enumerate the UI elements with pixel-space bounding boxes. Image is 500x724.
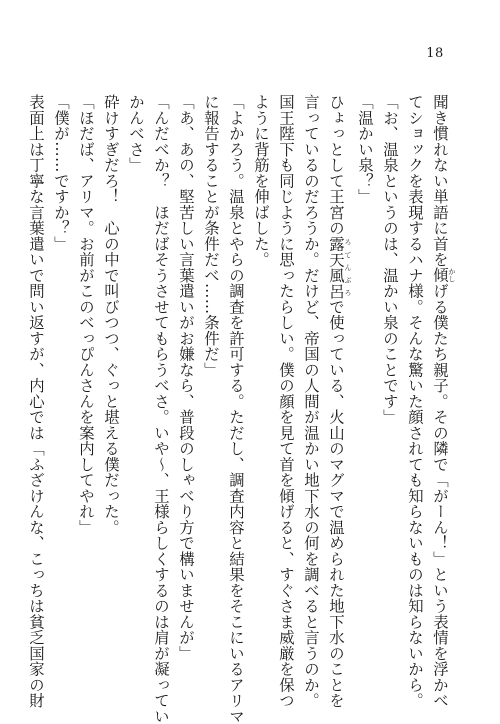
text-line-5: ひょっとして王宮の露天風呂 ろてんぶろで使っている、火山のマグマで温められた地下水のことを (327, 94, 352, 709)
text-line-4: 「温かい泉？」 (356, 94, 374, 205)
text-line-13: かんべさ」 (127, 94, 145, 173)
page-number: 18 (426, 46, 444, 61)
furigana-ruby: 露天風呂 ろてんぶろ (327, 235, 352, 299)
text-line-17: 表面上は丁寧な言葉遣いで問い返すが、内心では「ふざけんな、こっちは貧乏国家の財 (27, 94, 45, 709)
text-line-1: 聞き慣れない単語に首を傾 かしげる僕たち親子。その隣で「がーん！」という表情を浮かべ (431, 94, 456, 709)
text-line-11: 「あ、あの、堅苦しい言葉遣いがお嫌なら、普段のしゃべり方で構いませんが」 (177, 94, 195, 661)
text-line-12: 「んだべか？ ほだばそうさせてもらうべさ。いや～、王様らしくするのは肩が凝ってい (152, 94, 170, 724)
text-line-2: てショックを表現するハナ様。そんな驚いた顔されても知らないものは知らないから。 (406, 94, 424, 709)
text-line-8: ように背筋を伸ばした。 (252, 94, 270, 268)
text-line-9: 「よかろう。温泉とやらの調査を許可する。ただし、調査内容と結果をそこにいるアリマ (227, 94, 245, 724)
vertical-text-body (27, 94, 456, 724)
text-line-3: 「お、温泉というのは、温かい泉のことです」 (381, 94, 399, 425)
text-line-16: 「僕が……ですか？」 (52, 94, 70, 252)
text-line-15: 「ほだば、アリマ。お前がこのべっぴんさんを案内してやれ」 (77, 94, 95, 535)
text-line-7: 国王陛下も同じように思ったらしい。僕の顔を見て首を傾げると、すぐさま威厳を保つ (277, 94, 295, 709)
text-line-10: に報告することが条件だべ……条件だ」 (202, 94, 220, 378)
text-line-6: 言っているのだろうか。だけど、帝国の人間が温かい地下水の何を調べると言うのか。 (302, 94, 320, 709)
furigana-ruby: 傾 かし (431, 267, 456, 283)
text-line-14: 砕けすぎだろ！ 心の中で叫びつつ、ぐっと堪える僕だった。 (102, 94, 120, 535)
